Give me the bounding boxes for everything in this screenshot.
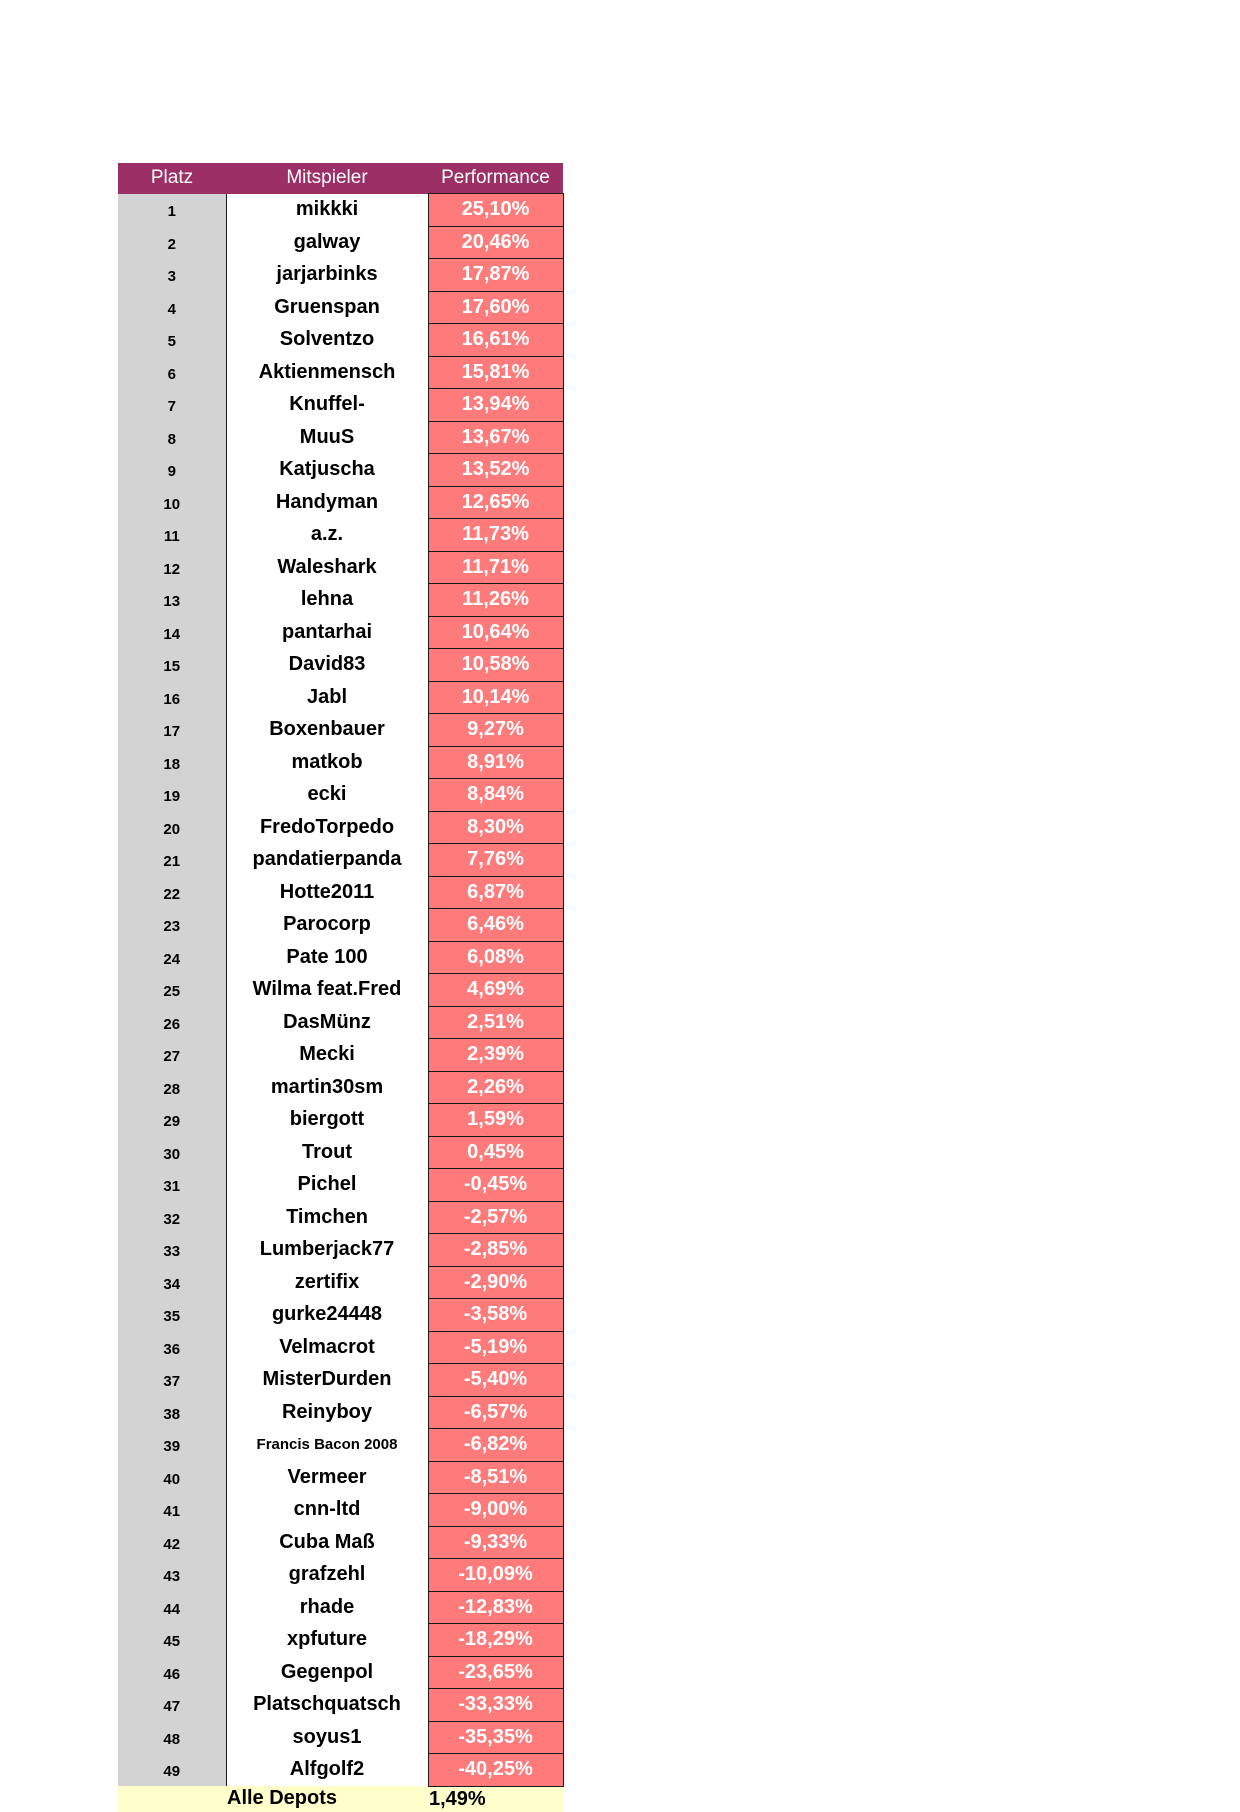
table-row: [118, 844, 563, 877]
player-cell: galway: [226, 226, 428, 259]
table-row: [118, 1169, 563, 1202]
player-cell: Francis Bacon 2008: [226, 1429, 428, 1462]
rank-cell: 27: [118, 1039, 226, 1072]
header-performance: Performance: [428, 163, 563, 194]
player-cell: Gegenpol: [226, 1656, 428, 1689]
player-cell: Velmacrot: [226, 1331, 428, 1364]
rank-cell: 18: [118, 746, 226, 779]
performance-cell: -0,45%: [428, 1169, 563, 1202]
table-row: [118, 681, 563, 714]
player-cell: Alfgolf2: [226, 1754, 428, 1787]
rank-cell: 2: [118, 226, 226, 259]
performance-cell: -35,35%: [428, 1721, 563, 1754]
rank-cell: 40: [118, 1461, 226, 1494]
performance-cell: 8,91%: [428, 746, 563, 779]
rank-cell: 34: [118, 1266, 226, 1299]
rank-cell: 16: [118, 681, 226, 714]
performance-cell: 2,51%: [428, 1006, 563, 1039]
performance-cell: -33,33%: [428, 1689, 563, 1722]
player-cell: Timchen: [226, 1201, 428, 1234]
table-row: [118, 779, 563, 812]
table-row: [118, 1689, 563, 1722]
rank-cell: 19: [118, 779, 226, 812]
rank-cell: 24: [118, 941, 226, 974]
rank-cell: 6: [118, 356, 226, 389]
table-row: [118, 909, 563, 942]
player-cell: Wilma feat.Fred: [226, 974, 428, 1007]
table-row: [118, 1201, 563, 1234]
player-cell: FredoTorpedo: [226, 811, 428, 844]
player-cell: DasMünz: [226, 1006, 428, 1039]
performance-cell: 8,84%: [428, 779, 563, 812]
player-cell: Boxenbauer: [226, 714, 428, 747]
table-row: [118, 584, 563, 617]
table-row: [118, 616, 563, 649]
player-cell: Solventzo: [226, 324, 428, 357]
player-cell: pandatierpanda: [226, 844, 428, 877]
performance-cell: -40,25%: [428, 1754, 563, 1787]
player-cell: David83: [226, 649, 428, 682]
performance-cell: 16,61%: [428, 324, 563, 357]
performance-cell: 17,60%: [428, 291, 563, 324]
table-row: [118, 1721, 563, 1754]
header-row: [118, 163, 563, 194]
player-cell: Platschquatsch: [226, 1689, 428, 1722]
player-cell: soyus1: [226, 1721, 428, 1754]
rank-cell: 21: [118, 844, 226, 877]
player-cell: Gruenspan: [226, 291, 428, 324]
player-cell: matkob: [226, 746, 428, 779]
rank-cell: 39: [118, 1429, 226, 1462]
table-row: [118, 1234, 563, 1267]
performance-cell: -2,57%: [428, 1201, 563, 1234]
rank-cell: 8: [118, 421, 226, 454]
rank-cell: 36: [118, 1331, 226, 1364]
table-row: [118, 519, 563, 552]
table-row: [118, 1559, 563, 1592]
performance-cell: 11,73%: [428, 519, 563, 552]
table-row: [118, 811, 563, 844]
player-cell: Pate 100: [226, 941, 428, 974]
rank-cell: 41: [118, 1494, 226, 1527]
rank-cell: 33: [118, 1234, 226, 1267]
table-row: [118, 194, 563, 227]
player-cell: Hotte2011: [226, 876, 428, 909]
player-cell: Waleshark: [226, 551, 428, 584]
performance-cell: -3,58%: [428, 1299, 563, 1332]
rank-cell: 38: [118, 1396, 226, 1429]
performance-cell: -2,85%: [428, 1234, 563, 1267]
table-row: [118, 1266, 563, 1299]
player-cell: Katjuscha: [226, 454, 428, 487]
player-cell: grafzehl: [226, 1559, 428, 1592]
player-cell: Mecki: [226, 1039, 428, 1072]
player-cell: ecki: [226, 779, 428, 812]
performance-cell: 2,26%: [428, 1071, 563, 1104]
table-row: [118, 941, 563, 974]
rank-cell: 22: [118, 876, 226, 909]
table-row: [118, 1006, 563, 1039]
performance-cell: 10,14%: [428, 681, 563, 714]
rank-cell: 15: [118, 649, 226, 682]
player-cell: cnn-ltd: [226, 1494, 428, 1527]
table-row: [118, 356, 563, 389]
table-row: [118, 649, 563, 682]
player-cell: Handyman: [226, 486, 428, 519]
performance-cell: 0,45%: [428, 1136, 563, 1169]
rank-cell: 42: [118, 1526, 226, 1559]
rank-cell: 46: [118, 1656, 226, 1689]
performance-cell: -10,09%: [428, 1559, 563, 1592]
rank-cell: 49: [118, 1754, 226, 1787]
performance-cell: 6,08%: [428, 941, 563, 974]
rank-cell: 14: [118, 616, 226, 649]
performance-cell: 6,87%: [428, 876, 563, 909]
table-row: [118, 486, 563, 519]
performance-cell: 11,71%: [428, 551, 563, 584]
performance-cell: 4,69%: [428, 974, 563, 1007]
table-row: [118, 1656, 563, 1689]
table-row: [118, 1299, 563, 1332]
performance-cell: -5,19%: [428, 1331, 563, 1364]
player-cell: MisterDurden: [226, 1364, 428, 1397]
performance-cell: 10,64%: [428, 616, 563, 649]
player-cell: MuuS: [226, 421, 428, 454]
rank-cell: 32: [118, 1201, 226, 1234]
performance-cell: -6,57%: [428, 1396, 563, 1429]
performance-cell: 10,58%: [428, 649, 563, 682]
table-row: [118, 1331, 563, 1364]
performance-cell: -23,65%: [428, 1656, 563, 1689]
rank-cell: 44: [118, 1591, 226, 1624]
performance-cell: 25,10%: [428, 194, 563, 227]
player-cell: Aktienmensch: [226, 356, 428, 389]
player-cell: zertifix: [226, 1266, 428, 1299]
rank-cell: 1: [118, 194, 226, 227]
rank-cell: 13: [118, 584, 226, 617]
table-row: [118, 421, 563, 454]
performance-cell: 9,27%: [428, 714, 563, 747]
player-cell: Reinyboy: [226, 1396, 428, 1429]
rank-cell: 35: [118, 1299, 226, 1332]
rank-cell: 7: [118, 389, 226, 422]
total-label: Alle Depots: [226, 1786, 428, 1812]
table-row: [118, 1461, 563, 1494]
rank-cell: 10: [118, 486, 226, 519]
rank-cell: 3: [118, 259, 226, 292]
table-row: [118, 1526, 563, 1559]
performance-cell: -8,51%: [428, 1461, 563, 1494]
rank-cell: 4: [118, 291, 226, 324]
rank-cell: 17: [118, 714, 226, 747]
rank-cell: 47: [118, 1689, 226, 1722]
table-row: [118, 1494, 563, 1527]
rank-cell: 9: [118, 454, 226, 487]
rank-cell: 26: [118, 1006, 226, 1039]
ranking-rows: [118, 194, 563, 1787]
table-row: [118, 876, 563, 909]
rank-cell: 23: [118, 909, 226, 942]
player-cell: Cuba Maß: [226, 1526, 428, 1559]
rank-cell: 25: [118, 974, 226, 1007]
player-cell: rhade: [226, 1591, 428, 1624]
table-row: [118, 1104, 563, 1137]
table-row: [118, 1039, 563, 1072]
player-cell: Lumberjack77: [226, 1234, 428, 1267]
table-row: [118, 974, 563, 1007]
table-row: [118, 226, 563, 259]
performance-cell: -5,40%: [428, 1364, 563, 1397]
table-row: [118, 1071, 563, 1104]
performance-cell: -18,29%: [428, 1624, 563, 1657]
table-row: [118, 454, 563, 487]
rank-cell: 20: [118, 811, 226, 844]
header-player: Mitspieler: [226, 163, 428, 194]
player-cell: martin30sm: [226, 1071, 428, 1104]
performance-cell: 15,81%: [428, 356, 563, 389]
performance-cell: 7,76%: [428, 844, 563, 877]
table-row: [118, 1624, 563, 1657]
player-cell: biergott: [226, 1104, 428, 1137]
table-row: [118, 1396, 563, 1429]
table-row: [118, 1364, 563, 1397]
player-cell: Jabl: [226, 681, 428, 714]
table-row: [118, 291, 563, 324]
performance-cell: 12,65%: [428, 486, 563, 519]
performance-cell: 20,46%: [428, 226, 563, 259]
total-performance: 1,49%: [428, 1786, 563, 1812]
table-row: [118, 1591, 563, 1624]
table-row: [118, 1429, 563, 1462]
performance-cell: -6,82%: [428, 1429, 563, 1462]
performance-cell: 13,94%: [428, 389, 563, 422]
table-row: [118, 324, 563, 357]
total-rank-cell: [118, 1786, 226, 1812]
performance-cell: 13,52%: [428, 454, 563, 487]
rank-cell: 28: [118, 1071, 226, 1104]
rank-cell: 37: [118, 1364, 226, 1397]
rank-cell: 30: [118, 1136, 226, 1169]
performance-cell: -9,33%: [428, 1526, 563, 1559]
table-row: [118, 714, 563, 747]
player-cell: lehna: [226, 584, 428, 617]
player-cell: mikkki: [226, 194, 428, 227]
performance-cell: 8,30%: [428, 811, 563, 844]
player-cell: pantarhai: [226, 616, 428, 649]
player-cell: Pichel: [226, 1169, 428, 1202]
rank-cell: 43: [118, 1559, 226, 1592]
performance-cell: 1,59%: [428, 1104, 563, 1137]
table-row: [118, 746, 563, 779]
performance-cell: 11,26%: [428, 584, 563, 617]
rank-cell: 11: [118, 519, 226, 552]
table-row: [118, 259, 563, 292]
table-row: [118, 1136, 563, 1169]
table-row: [118, 1754, 563, 1787]
performance-cell: 13,67%: [428, 421, 563, 454]
player-cell: gurke24448: [226, 1299, 428, 1332]
performance-cell: 2,39%: [428, 1039, 563, 1072]
player-cell: Parocorp: [226, 909, 428, 942]
rank-cell: 48: [118, 1721, 226, 1754]
header-rank: Platz: [118, 163, 226, 194]
player-cell: jarjarbinks: [226, 259, 428, 292]
performance-cell: -9,00%: [428, 1494, 563, 1527]
player-cell: xpfuture: [226, 1624, 428, 1657]
rank-cell: 29: [118, 1104, 226, 1137]
performance-cell: -12,83%: [428, 1591, 563, 1624]
performance-cell: -2,90%: [428, 1266, 563, 1299]
rank-cell: 12: [118, 551, 226, 584]
rank-cell: 5: [118, 324, 226, 357]
performance-cell: 17,87%: [428, 259, 563, 292]
total-row: [118, 1786, 563, 1812]
player-cell: Trout: [226, 1136, 428, 1169]
rank-cell: 45: [118, 1624, 226, 1657]
player-cell: Knuffel-: [226, 389, 428, 422]
ranking-table: [118, 163, 564, 1812]
player-cell: a.z.: [226, 519, 428, 552]
rank-cell: 31: [118, 1169, 226, 1202]
player-cell: Vermeer: [226, 1461, 428, 1494]
table-row: [118, 551, 563, 584]
performance-cell: 6,46%: [428, 909, 563, 942]
table-row: [118, 389, 563, 422]
